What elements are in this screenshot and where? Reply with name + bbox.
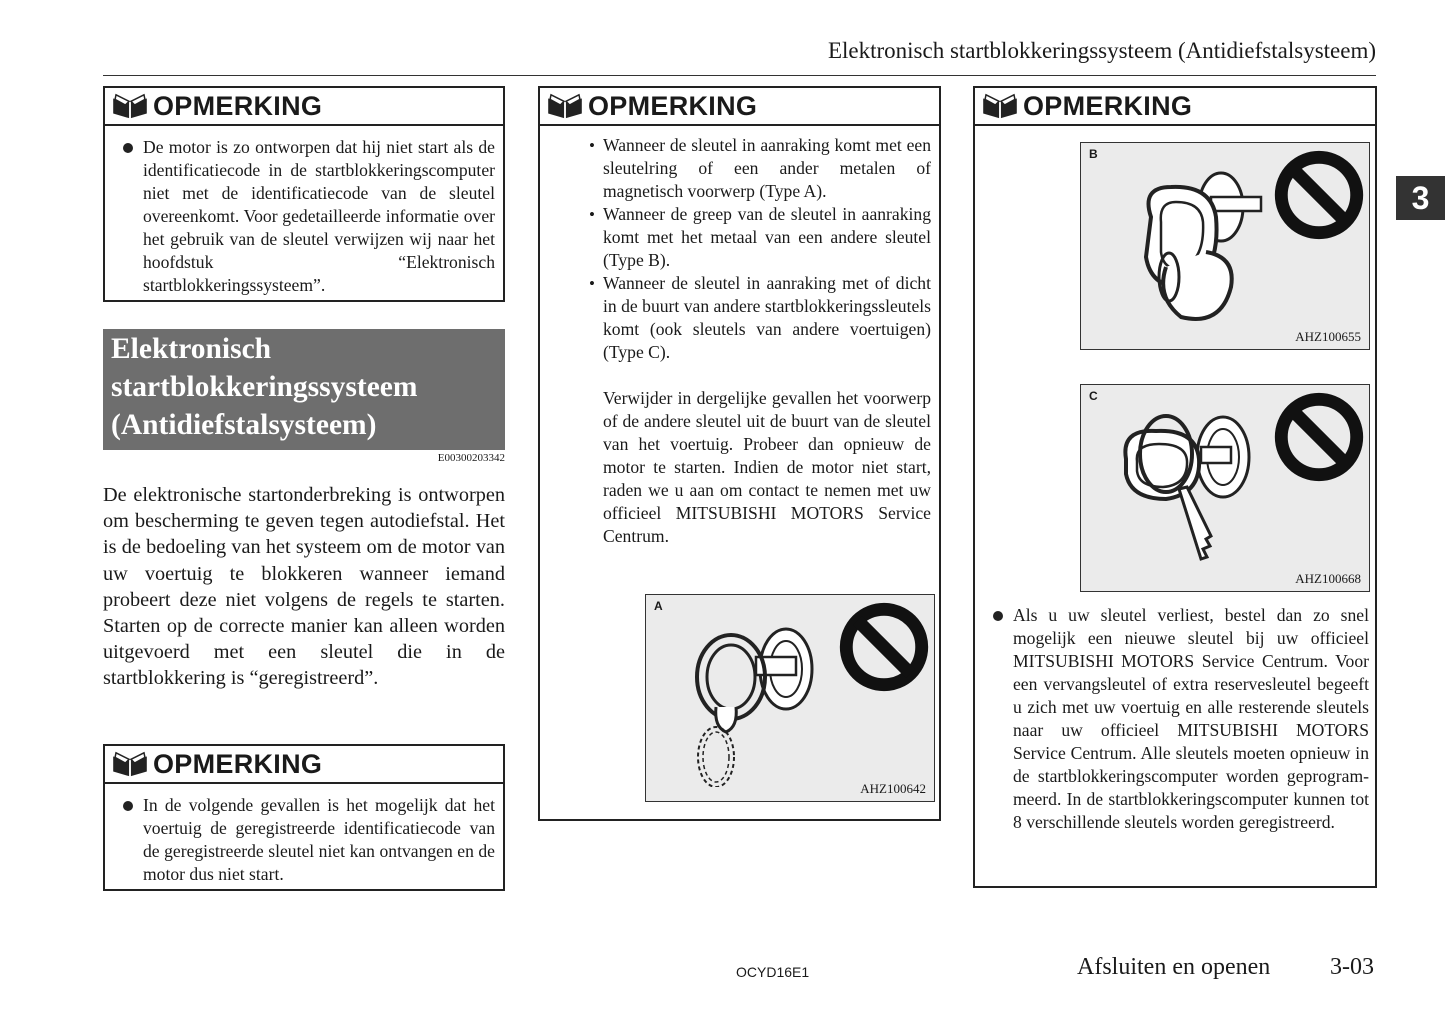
list-item: • Wanneer de greep van de sleutel in aanraking komt met het metaal van een andere sleutel (Type B). [589, 204, 931, 270]
chapter-tab: 3 [1396, 176, 1445, 220]
section-title-line: Elektronisch [111, 333, 272, 365]
notebook-icon [111, 750, 149, 778]
bullet-icon [993, 611, 1003, 621]
keys-on-ring-illustration [1111, 399, 1261, 579]
figure-c [1080, 384, 1370, 592]
footer-section: Afsluiten en openen [1077, 954, 1271, 980]
note-content [105, 784, 503, 886]
note-box-4 [973, 86, 1377, 888]
figure-letter: A [654, 599, 663, 613]
prohibited-icon [838, 601, 930, 693]
note-header [975, 88, 1375, 126]
note-text: In de volgende gevallen is het mogelijk dat het voertuig de geregistreerde identificatiecode van de geregistreerde sleutel niet kan ontvangen en de motor dus niet start. [143, 795, 495, 884]
note-title: OPMERKING [153, 90, 323, 121]
list-item-text: Wanneer de sleutel in aanraking komt met een sleutelring of een ander metalen of magnetisch voorwerp (Type A). [603, 135, 931, 201]
note-text: Als u uw sleutel verliest, bestel dan zo snel mogelijk een nieuwe sleutel bij uw officieel MITSUBISHI MOTORS Service Centrum. Voor een vervangsleutel of extra reservesleutel begeeft u zich met uw voertuig en alle resterende sleutels naar uw officieel MITSUBISHI MOTORS Service Centrum. Alle sleutels moeten opnieuw in de startblokkeringscomputer worden geprogrammeerd. In de startblokkeringscomputer kunnen tot 8 verschillende sleutels worden geregistreerd. [1013, 605, 1369, 832]
note-text: De motor is zo ontworpen dat hij niet start als de identificatiecode in de startblokkeringscomputer niet met de identificatiecode van de sleutel overeenkomt. Voor gedetailleerde informatie over het gebruik van de sleutel verwijzen wij naar het hoofdstuk “Elektronisch startblokkeringssysteem”. [143, 137, 495, 295]
section-title-line: startblokkeringssysteem [111, 371, 418, 403]
note-header [540, 88, 939, 126]
section-title-line: (Antidiefstalsysteem) [111, 409, 377, 441]
figure-code: AHZ100655 [1295, 329, 1361, 344]
figure-a [645, 594, 935, 802]
page-number: 3-03 [1330, 954, 1374, 980]
note-content [993, 604, 1369, 834]
figure-letter: B [1089, 147, 1098, 161]
figure-letter: C [1089, 389, 1098, 403]
notebook-icon [981, 92, 1019, 120]
list-item-text: Wanneer de greep van de sleutel in aanraking komt met het metaal van een andere sleutel (Type B). [603, 204, 931, 270]
two-keys-illustration [1121, 157, 1271, 337]
list-item: • Wanneer de sleutel in aanraking komt met een sleutelring of een ander metalen of magnetisch voorwerp (Type A). [589, 135, 931, 201]
note-content [105, 126, 503, 297]
figure-b [1080, 142, 1370, 350]
section-code: E00300203342 [437, 452, 505, 464]
note-content [540, 126, 939, 548]
figure-code: AHZ100642 [860, 781, 926, 796]
note-header [105, 88, 503, 126]
running-header: Elektronisch startblokkeringssysteem (Antidiefstalsysteem) [827, 38, 1376, 63]
note-header [105, 746, 503, 784]
footer-doc-code: OCYD16E1 [736, 964, 810, 980]
note-box-2 [103, 744, 505, 891]
note-box-1 [103, 86, 505, 302]
figure-code: AHZ100668 [1295, 571, 1361, 586]
key-ring-illustration [686, 607, 826, 787]
note-box-3 [538, 86, 941, 821]
section-title [103, 329, 505, 450]
note-title: OPMERKING [588, 90, 758, 121]
note-title: OPMERKING [153, 748, 323, 779]
note-title: OPMERKING [1023, 90, 1193, 121]
intro-paragraph: De elektronische startonderbreking is ontworpen om bescherming te geven tegen autodiefstal. Het is de bedoeling van het systeem om de motor van uw voertuig te blokkeren wanneer iemand probeert deze niet volgens de regels te starten. Starten op de correcte manier kan alleen worden uitgevoerd met een sleutel die in de startblokkering is “geregistreerd”. [103, 484, 505, 690]
prohibited-icon [1273, 391, 1365, 483]
note-paragraph: Verwijder in dergelijke gevallen het voorwerp of de andere sleutel uit de buurt van de sleutel van het voertuig. Probeer dan opnieuw de motor te starten. Indien de motor niet start, raden we u aan om contact te nemen met uw officieel MITSUBISHI MOTORS Service Centrum. [603, 388, 931, 546]
bullet-icon [123, 143, 133, 153]
notebook-icon [111, 92, 149, 120]
list-item-text: Wanneer de sleutel in aanraking met of dicht in de buurt van andere startblokkeringssleutels komt (ook sleutels van andere voertuigen) (Type C). [603, 273, 931, 362]
list-item: • Wanneer de sleutel in aanraking met of dicht in de buurt van andere startblokkeringssleutels komt (ook sleutels van andere voertuigen) (Type C). [589, 273, 931, 362]
notebook-icon [546, 92, 584, 120]
header-divider [103, 75, 1376, 76]
prohibited-icon [1273, 149, 1365, 241]
bullet-icon [123, 801, 133, 811]
